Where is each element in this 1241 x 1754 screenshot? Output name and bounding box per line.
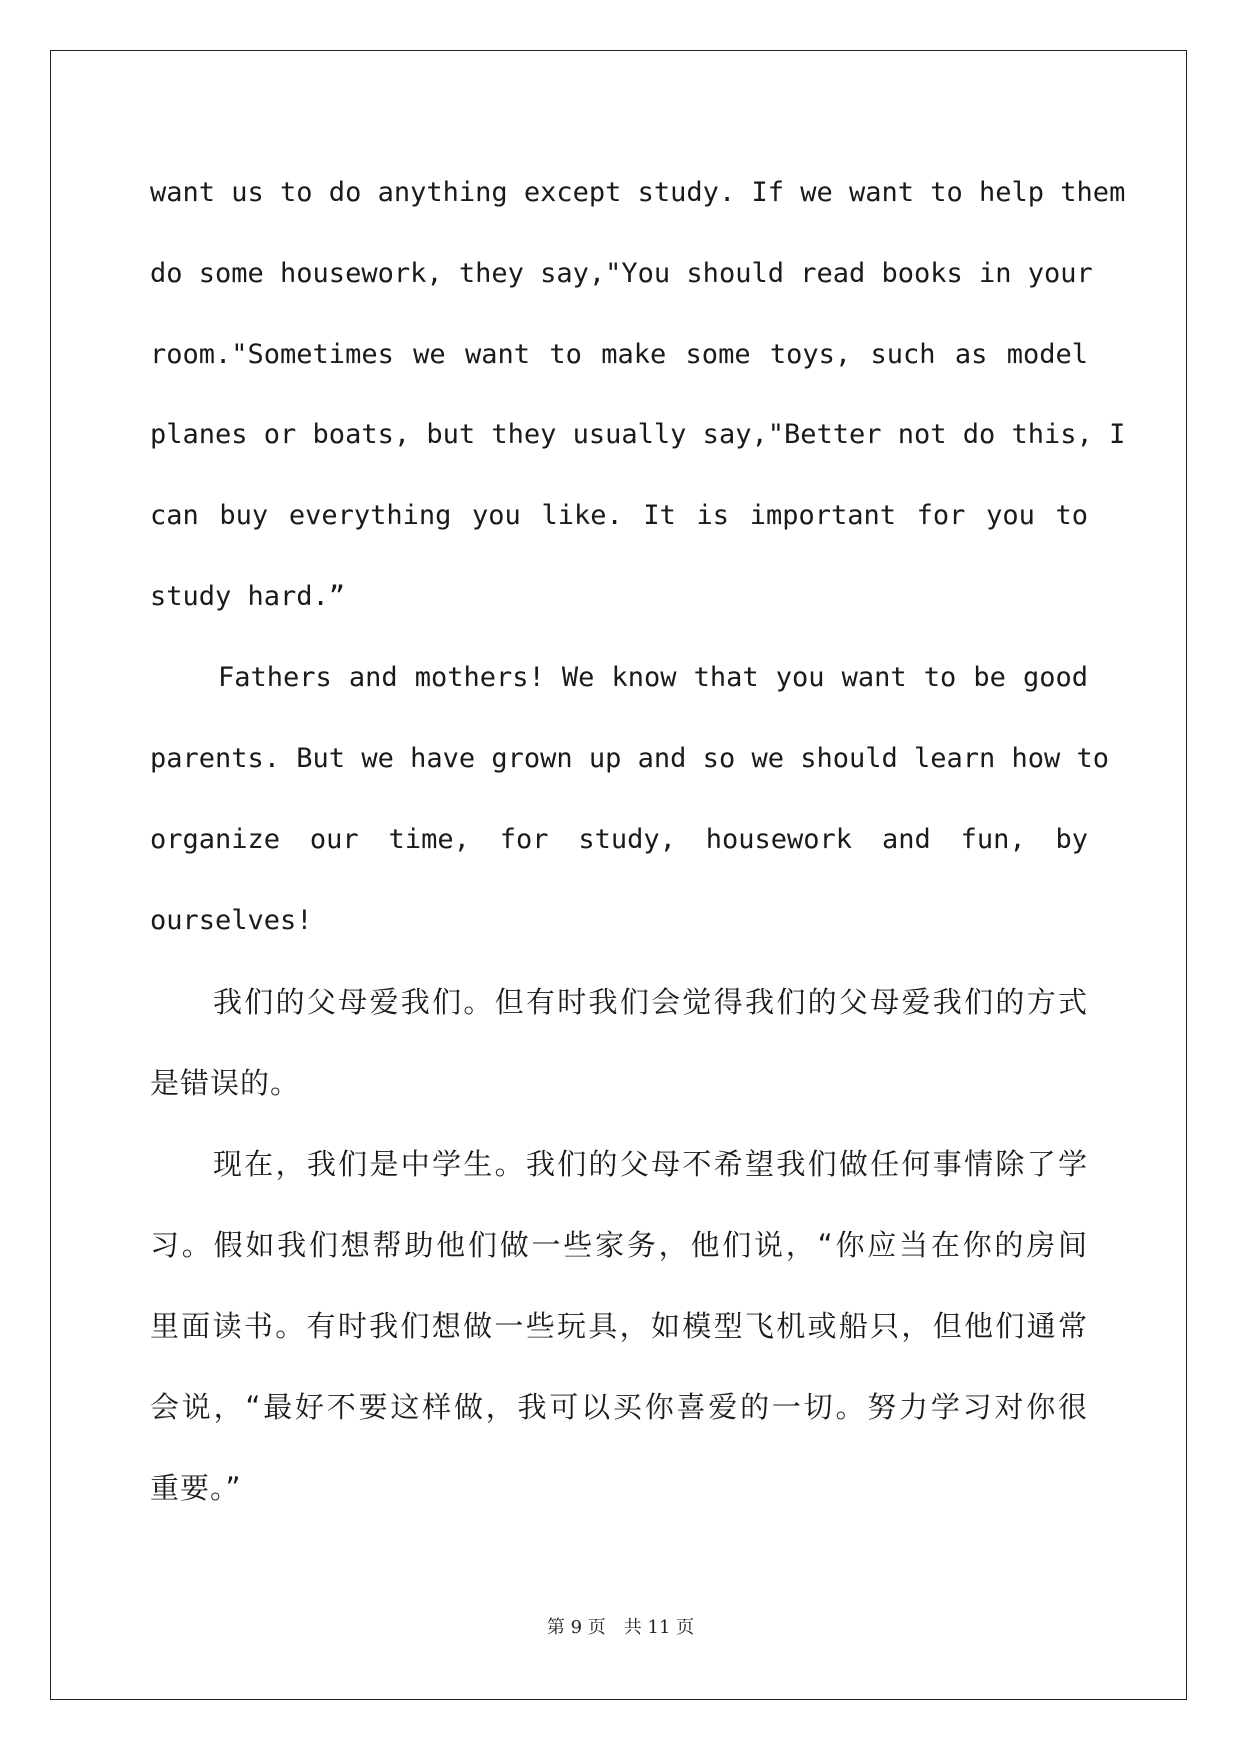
text-line: parents. But we have grown up and so we should learn how to [150,743,1110,774]
page-number-footer: 第 9 页 共 11 页 [546,1617,695,1638]
text-line: 现在，我们是中学生。我们的父母不希望我们做任何事情除了学 [213,1147,1088,1181]
text-line: can buy everything you like. It is important for you to [150,500,1088,531]
page-border [50,50,1187,1700]
text-line: want us to do anything except study. If we want to help them [150,177,1126,208]
text-line: 重要。” [150,1471,242,1505]
text-line: 会说，“最好不要这样做，我可以买你喜爱的一切。努力学习对你很 [150,1390,1088,1424]
text-line: 里面读书。有时我们想做一些玩具，如模型飞机或船只，但他们通常 [150,1309,1088,1343]
text-line: Fathers and mothers! We know that you want to be good [218,662,1088,693]
text-line: 习。假如我们想帮助他们做一些家务，他们说，“你应当在你的房间 [150,1228,1088,1262]
text-line: do some housework, they say,"You should read books in your [150,258,1093,289]
text-line: planes or boats, but they usually say,"Better not do this, I [150,419,1126,450]
text-line: 我们的父母爱我们。但有时我们会觉得我们的父母爱我们的方式 [213,985,1088,1019]
text-line: study hard.” [150,581,346,612]
text-line: room."Sometimes we want to make some toys, such as model [150,339,1088,370]
text-line: organize our time, for study, housework and fun, by [150,824,1088,855]
text-line: ourselves! [150,905,313,936]
text-line: 是错误的。 [150,1066,301,1100]
